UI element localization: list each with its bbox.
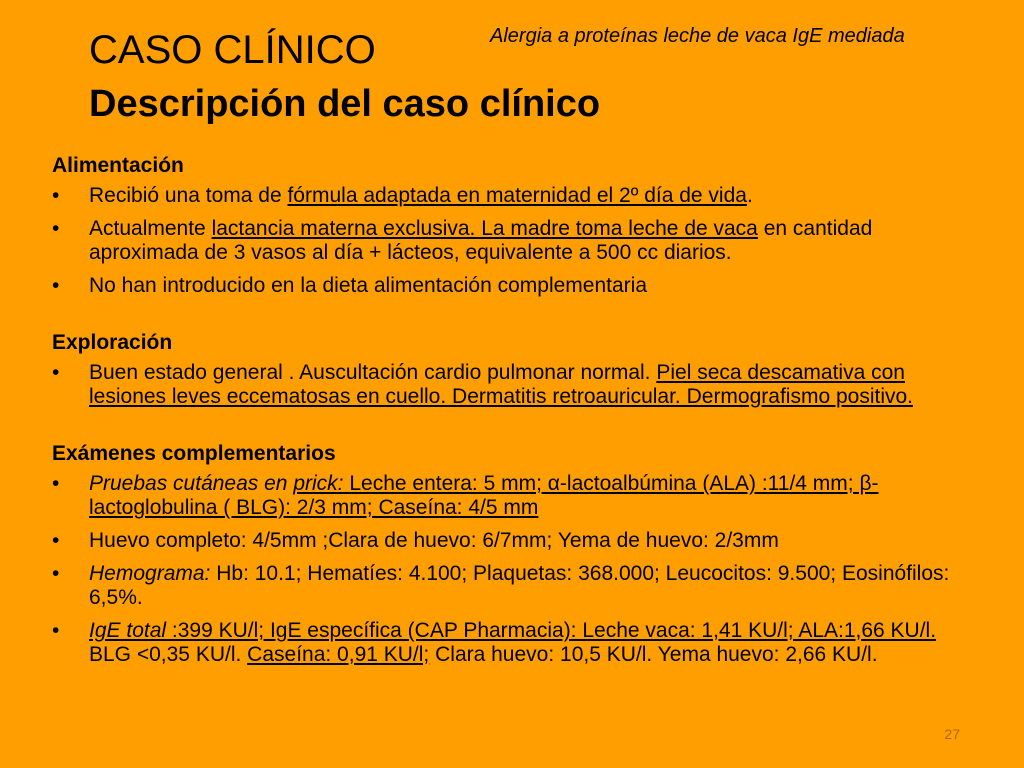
bullet-icon: • (52, 361, 60, 384)
bullet-item (52, 274, 982, 298)
text-run: BLG <0,35 KU/l. (89, 643, 248, 666)
underlined-text: Leche entera: 5 mm; α-lactoalbúmina (ALA) :11/4 mm; β-lactoglobulina ( BLG): 2/3 mm; Caseína: 4/5 mm (89, 472, 879, 519)
topic-tag: Alergia a proteínas leche de vaca IgE mediada (490, 25, 905, 47)
bullet-list-alimentacion (52, 184, 982, 298)
bullet-list-examenes (52, 472, 982, 667)
spacer (52, 307, 982, 331)
section-heading-exploracion: Exploración (52, 331, 173, 354)
bullet-item (52, 361, 982, 409)
bullet-icon: • (52, 619, 60, 642)
underlined-text: :399 KU/l; IgE específica (CAP Pharmacia): Leche vaca: 1,41 KU/l; ALA:1,66 KU/l. (166, 619, 937, 642)
text-run: Hb: 10.1; Hematíes: 4.100; Plaquetas: 368.000; Leucocitos: 9.500; Eosinófilos: 6,5%. (89, 562, 950, 609)
bullet-icon: • (52, 562, 60, 585)
bullet-item (52, 529, 982, 553)
text-run: Huevo completo: 4/5mm ;Clara de huevo: 6/7mm; Yema de huevo: 2/3mm (89, 529, 779, 552)
underlined-text: fórmula adaptada en maternidad el 2º día de vida (287, 184, 747, 207)
text-run: Clara huevo: 10,5 KU/l. Yema huevo: 2,66 KU/l. (429, 643, 878, 666)
underlined-text: Piel seca descamativa con lesiones leves eccematosas en cuello. Dermatitis retroauricular. Dermografismo positivo. (89, 361, 914, 408)
text-run: No han introducido en la dieta alimentación complementaria (89, 274, 647, 297)
text-run: Recibió una toma de (89, 184, 288, 207)
underlined-text: Caseína: 0,91 KU/l; (247, 643, 430, 666)
slide-body (52, 154, 982, 676)
bullet-item (52, 472, 982, 520)
italic-text: Hemograma: (89, 562, 211, 585)
text-run: en cantidad aproximada de 3 vasos al día + lácteos, equivalente a 500 cc diarios. (89, 217, 873, 264)
spacer (52, 418, 982, 442)
section-heading-examenes: Exámenes complementarios (52, 442, 336, 465)
bullet-item (52, 217, 982, 265)
slide-title: CASO CLÍNICO (89, 28, 376, 72)
italic-text: Pruebas cutáneas en (89, 472, 294, 495)
italic-underlined-text: prick: (293, 472, 344, 495)
bullet-icon: • (52, 472, 60, 495)
bullet-icon: • (52, 274, 60, 297)
bullet-item (52, 184, 982, 208)
bullet-icon: • (52, 184, 60, 207)
bullet-list-exploracion (52, 361, 982, 409)
bullet-item (52, 619, 982, 667)
underlined-text: lactancia materna exclusiva. La madre toma leche de vaca (211, 217, 758, 240)
bullet-item (52, 562, 982, 610)
slide-subtitle: Descripción del caso clínico (89, 83, 601, 125)
bullet-icon: • (52, 217, 60, 240)
text-run: Buen estado general . Auscultación cardio pulmonar normal. (89, 361, 657, 384)
italic-underlined-text: IgE total (89, 619, 167, 642)
text-run: . (746, 184, 753, 207)
page-number: 27 (944, 726, 960, 742)
bullet-icon: • (52, 529, 60, 552)
section-heading-alimentacion: Alimentación (52, 154, 184, 177)
text-run: Actualmente (89, 217, 212, 240)
